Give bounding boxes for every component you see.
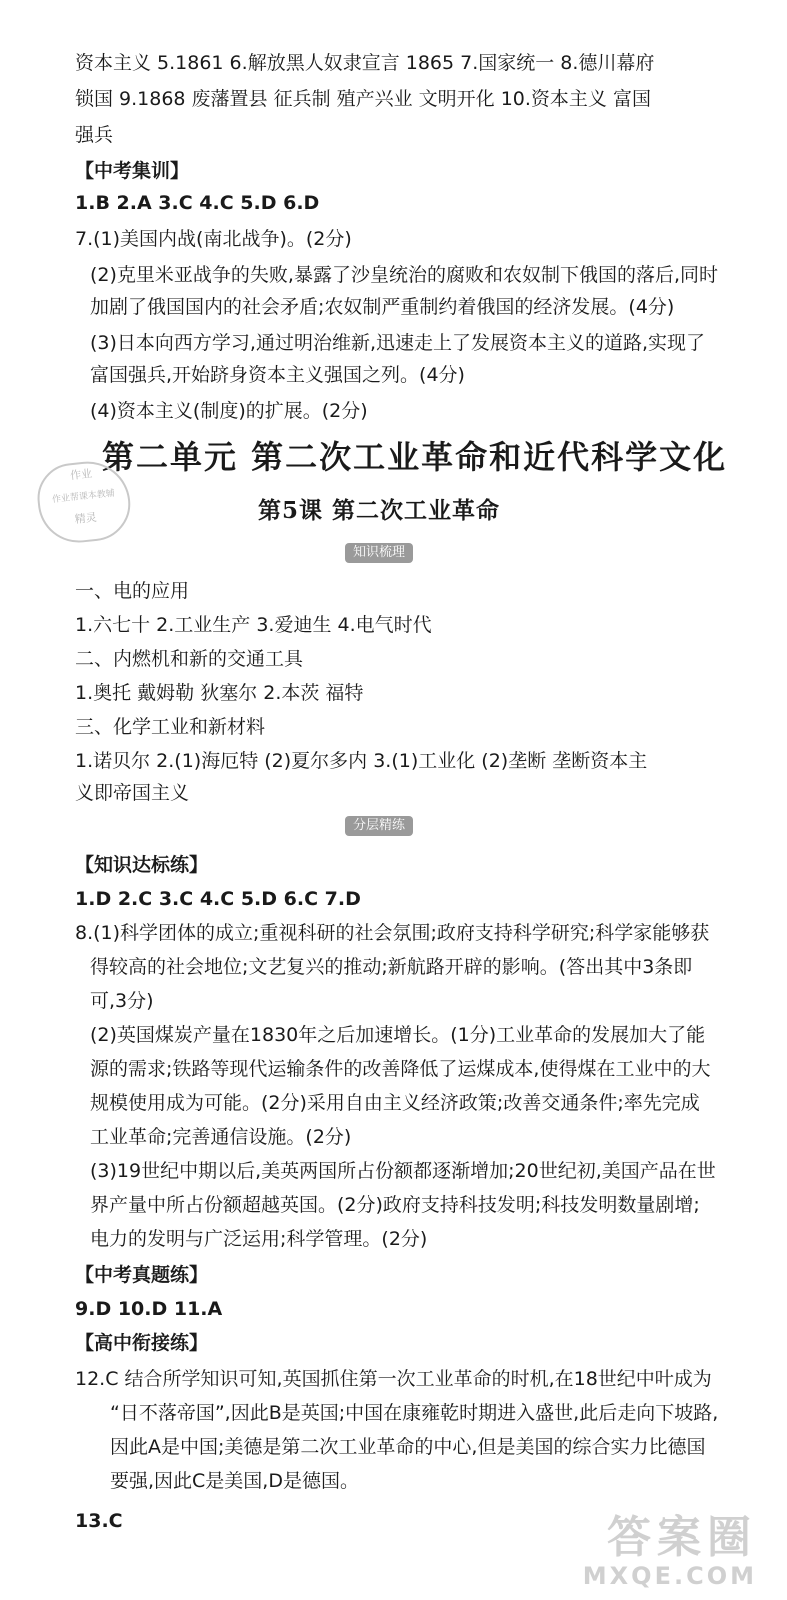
publisher-stamp: 作业 作业帮课本教辅 精灵 [34,457,134,546]
answer-line: 规模使用成为可能。(2分)采用自由主义经济政策;改善交通条件;率先完成 [90,1092,700,1114]
watermark-logo: 答案圈 MXQE.COM [582,1512,757,1590]
lesson-title: 第5课 第二次工业革命 [258,497,501,524]
text-line: 锁国 9.1868 废藩置县 征兵制 殖产兴业 文明开化 10.资本主义 富国 [75,88,651,110]
answer-line: 义即帝国主义 [75,782,190,804]
answer-line: 工业革命;完善通信设施。(2分) [90,1126,352,1148]
section-heading: 【高中衔接练】 [75,1332,209,1354]
answer-line: 9.D 10.D 11.A [75,1298,223,1320]
answer-line: 得较高的社会地位;文艺复兴的推动;新航路开辟的影响。(答出其中3条即 [90,956,693,978]
answer-line: 界产量中所占份额超越英国。(2分)政府支持科技发明;科技发明数量剧增; [90,1194,700,1216]
answer-line: (2)克里米亚战争的失败,暴露了沙皇统治的腐败和农奴制下俄国的落后,同时 [90,264,718,286]
answer-line: 可,3分) [90,990,154,1012]
section-badge: 知识梳理 [345,543,413,563]
answer-line: 1.D 2.C 3.C 4.C 5.D 6.C 7.D [75,888,361,910]
unit-title: 第二单元 第二次工业革命和近代科学文化 [102,438,728,476]
section-heading: 【中考真题练】 [75,1264,209,1286]
text-line: 强兵 [75,124,114,146]
answer-line: 7.(1)美国内战(南北战争)。(2分) [75,228,352,250]
answer-line: 源的需求;铁路等现代运输条件的改善降低了运煤成本,使得煤在工业中的大 [90,1058,711,1080]
answer-line: 因此A是中国;美德是第二次工业革命的中心,但是美国的综合实力比德国 [110,1436,706,1458]
section-heading: 【知识达标练】 [75,854,209,876]
answer-line: 要强,因此C是美国,D是德国。 [110,1470,359,1492]
answer-line: 1.奥托 戴姆勒 狄塞尔 2.本茨 福特 [75,682,364,704]
answer-line: 1.六七十 2.工业生产 3.爱迪生 4.电气时代 [75,614,432,636]
answer-line: (3)19世纪中期以后,美英两国所占份额都逐渐增加;20世纪初,美国产品在世 [90,1160,716,1182]
answer-line: 富国强兵,开始跻身资本主义强国之列。(4分) [90,364,465,386]
answer-line: “日不落帝国”,因此B是英国;中国在康雍乾时期进入盛世,此后走向下坡路, [110,1402,719,1424]
section-badge: 分层精练 [345,816,413,836]
answer-line: 1.诺贝尔 2.(1)海厄特 (2)夏尔多内 3.(1)工业化 (2)垄断 垄断资本主 [75,750,648,772]
answer-line: 电力的发明与广泛运用;科学管理。(2分) [90,1228,428,1250]
answer-line: 8.(1)科学团体的成立;重视科研的社会氛围;政府支持科学研究;科学家能够获 [75,922,710,944]
answer-line: 加剧了俄国国内的社会矛盾;农奴制严重制约着俄国的经济发展。(4分) [90,296,675,318]
subsection-heading: 二、内燃机和新的交通工具 [75,648,304,670]
subsection-heading: 一、电的应用 [75,580,190,602]
section-heading: 【中考集训】 [75,160,190,182]
text-line: 资本主义 5.1861 6.解放黑人奴隶宣言 1865 7.国家统一 8.德川幕府 [75,52,655,74]
answer-line: (3)日本向西方学习,通过明治维新,迅速走上了发展资本主义的道路,实现了 [90,332,706,354]
answer-line: 12.C 结合所学知识可知,英国抓住第一次工业革命的时机,在18世纪中叶成为 [75,1368,712,1390]
subsection-heading: 三、化学工业和新材料 [75,716,266,738]
answer-line: 1.B 2.A 3.C 4.C 5.D 6.D [75,192,320,214]
answer-line: (2)英国煤炭产量在1830年之后加速增长。(1分)工业革命的发展加大了能 [90,1024,706,1046]
answer-line: 13.C [75,1510,123,1532]
answer-line: (4)资本主义(制度)的扩展。(2分) [90,400,368,422]
